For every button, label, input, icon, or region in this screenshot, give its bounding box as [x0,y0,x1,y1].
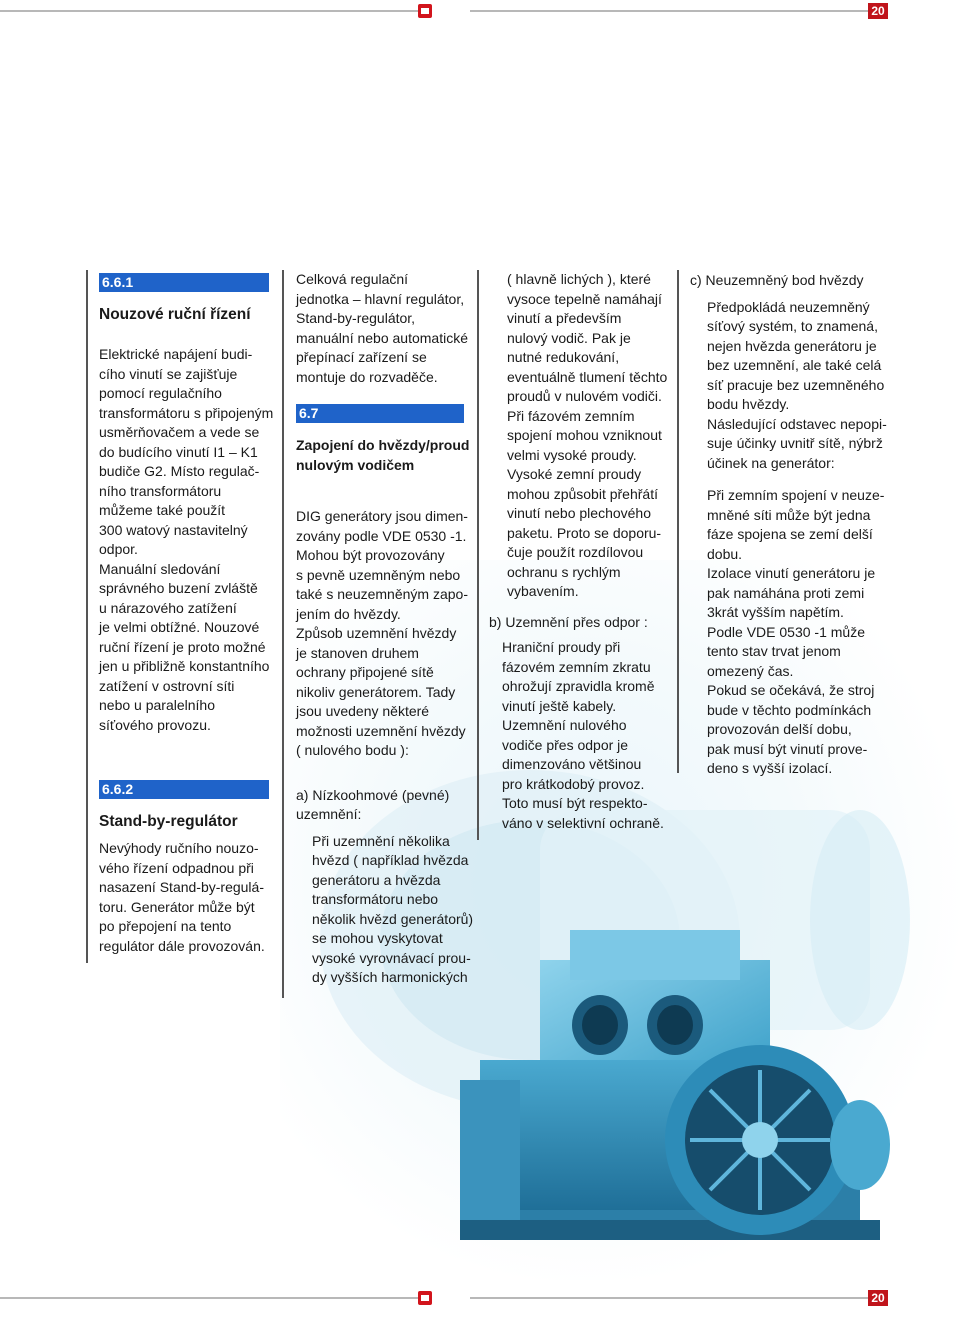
column-3-rule [477,270,479,840]
column-2-rule [282,270,284,998]
option-c-text-1: Předpokládá neuzemněný síťový systém, to znamená, nejen hvězda generátoru je bez uzemnění, ale také celá síť pracuje bez uzemněného bodu hvězdy. Následující odstavec nepopi- suje účinky uvnitř sítě, nýbrž účinek na generátor: [707,298,887,471]
section-6-6-2-number: 6.6.2 [99,780,269,799]
column-3 [489,270,677,833]
company-logo [418,4,470,18]
page-footer [0,1287,960,1309]
page-number: 20 [868,3,888,19]
section-6-6-1-title: Nouzové ruční řízení [99,306,251,323]
logo-mark-icon [418,4,432,18]
option-a-continued-text: ( hlavně lichých ), které vysoce tepelně namáhají vinutí a především nulový vodič. Pak je nutné redukování, eventuálně tlumení těchto proudů v nulovém vodiči. Při fázovém zemním spojení mohou vzniknout velmi vysoké proudy. Vysoké zemní proudy mohou způsobit přehřátí vinutí nebo plechového paketu. Proto se doporu- čuje použít rozdílovou ochranu s rychlým vybavením. [507,271,668,599]
section-6-6-2-title: Stand-by-regulátor [99,813,238,830]
column-2 [296,270,480,988]
section-6-6-2-text: Nevýhody ručního nouzo- vého řízení odpadnou při nasazení Stand-by-regulá- toru. Generátor může být po přepojení na tento regulátor dále provozován. [99,840,265,954]
column-1-rule [86,270,88,963]
option-b-title: b) Uzemnění přes odpor : [489,613,648,630]
page-header [0,0,960,22]
section-6-7-number: 6.7 [296,404,464,423]
logo-mark-icon [418,1291,432,1305]
option-c-text-2: Při zemním spojení v neuze- mněné síti může být jedna fáze spojena se zemí delší dobu. Izolace vinutí generátoru je pak namáhána proti zemi 3krát vyšším napětím. Podle VDE 0530 -1 může tento stav trvat jenom omezený čas. Pokud se očekává, že stroj bude v těchto podmínkách provozován delší dobu, pak musí být vinutí prove- deno s vyšší izolací. [707,487,885,776]
section-6-7-text: DIG generátory jsou dimen- zovány podle VDE 0530 -1. Mohou být provozovány s pevně uzemněným nebo také s neuzemněným zapo- jením do hvězdy. Způsob uzemnění hvězdy je stanoven druhem ochrany připojené sítě nikoliv generátorem. Tady jsou uvedeny některé možnosti uzemnění hvězdy ( nulového bodu ): [296,508,468,758]
option-c-title: c) Neuzemněný bod hvězdy [690,272,864,288]
section-6-7-title: Zapojení do hvězdy/proud nulovým vodičem [296,437,470,473]
option-b-text: Hraniční proudy při fázovém zemním zkratu ohrožují zpravidla kromě vinutí ještě kabely. Uzemnění nulového vodiče přes odpor je dimenzováno většinou pro krátkodobý provoz. Toto musí být respekto- váno v selektivní ochraně. [502,639,664,831]
option-a-text: Při uzemnění několika hvězd ( například hvězda generátoru a hvězda transformátoru nebo několik hvězd generátorů) se mohou vyskytovat vysoké vyrovnávací prou- dy vyšších harmonických [312,832,474,985]
column-4-rule [677,270,679,773]
column-1 [99,273,277,956]
section-6-6-1-text: Elektrické napájení budi- cího vinutí se zajišťuje pomocí regulačního transformátoru s připojeným usměrňovačem a vede se do budícího vinutí I1 – K1 budiče G2. Místo regulač- ního transformátoru můžeme také použít 300 watový nastavitelný odpor. Manuální sledování správného buzení zvláště u nárazového zatížení je velmi obtížné. Nouzové ruční řízení je proto možné jen u přibližně konstantního zatížení v ostrovní síti nebo u paralelního síťového provozu. [99,346,274,733]
company-logo-footer [418,1291,470,1305]
column-4 [690,271,902,779]
page-number-footer: 20 [868,1290,888,1306]
regulation-intro-text: Celková regulační jednotka – hlavní regulátor, Stand-by-regulátor, manuální nebo automatické přepínací zařízení se montuje do rozvaděče. [296,271,468,385]
option-a-title: a) Nízkoohmové (pevné) uzemnění: [296,786,450,822]
section-6-6-1-number: 6.6.1 [99,273,269,292]
motor-photo [420,930,920,1260]
